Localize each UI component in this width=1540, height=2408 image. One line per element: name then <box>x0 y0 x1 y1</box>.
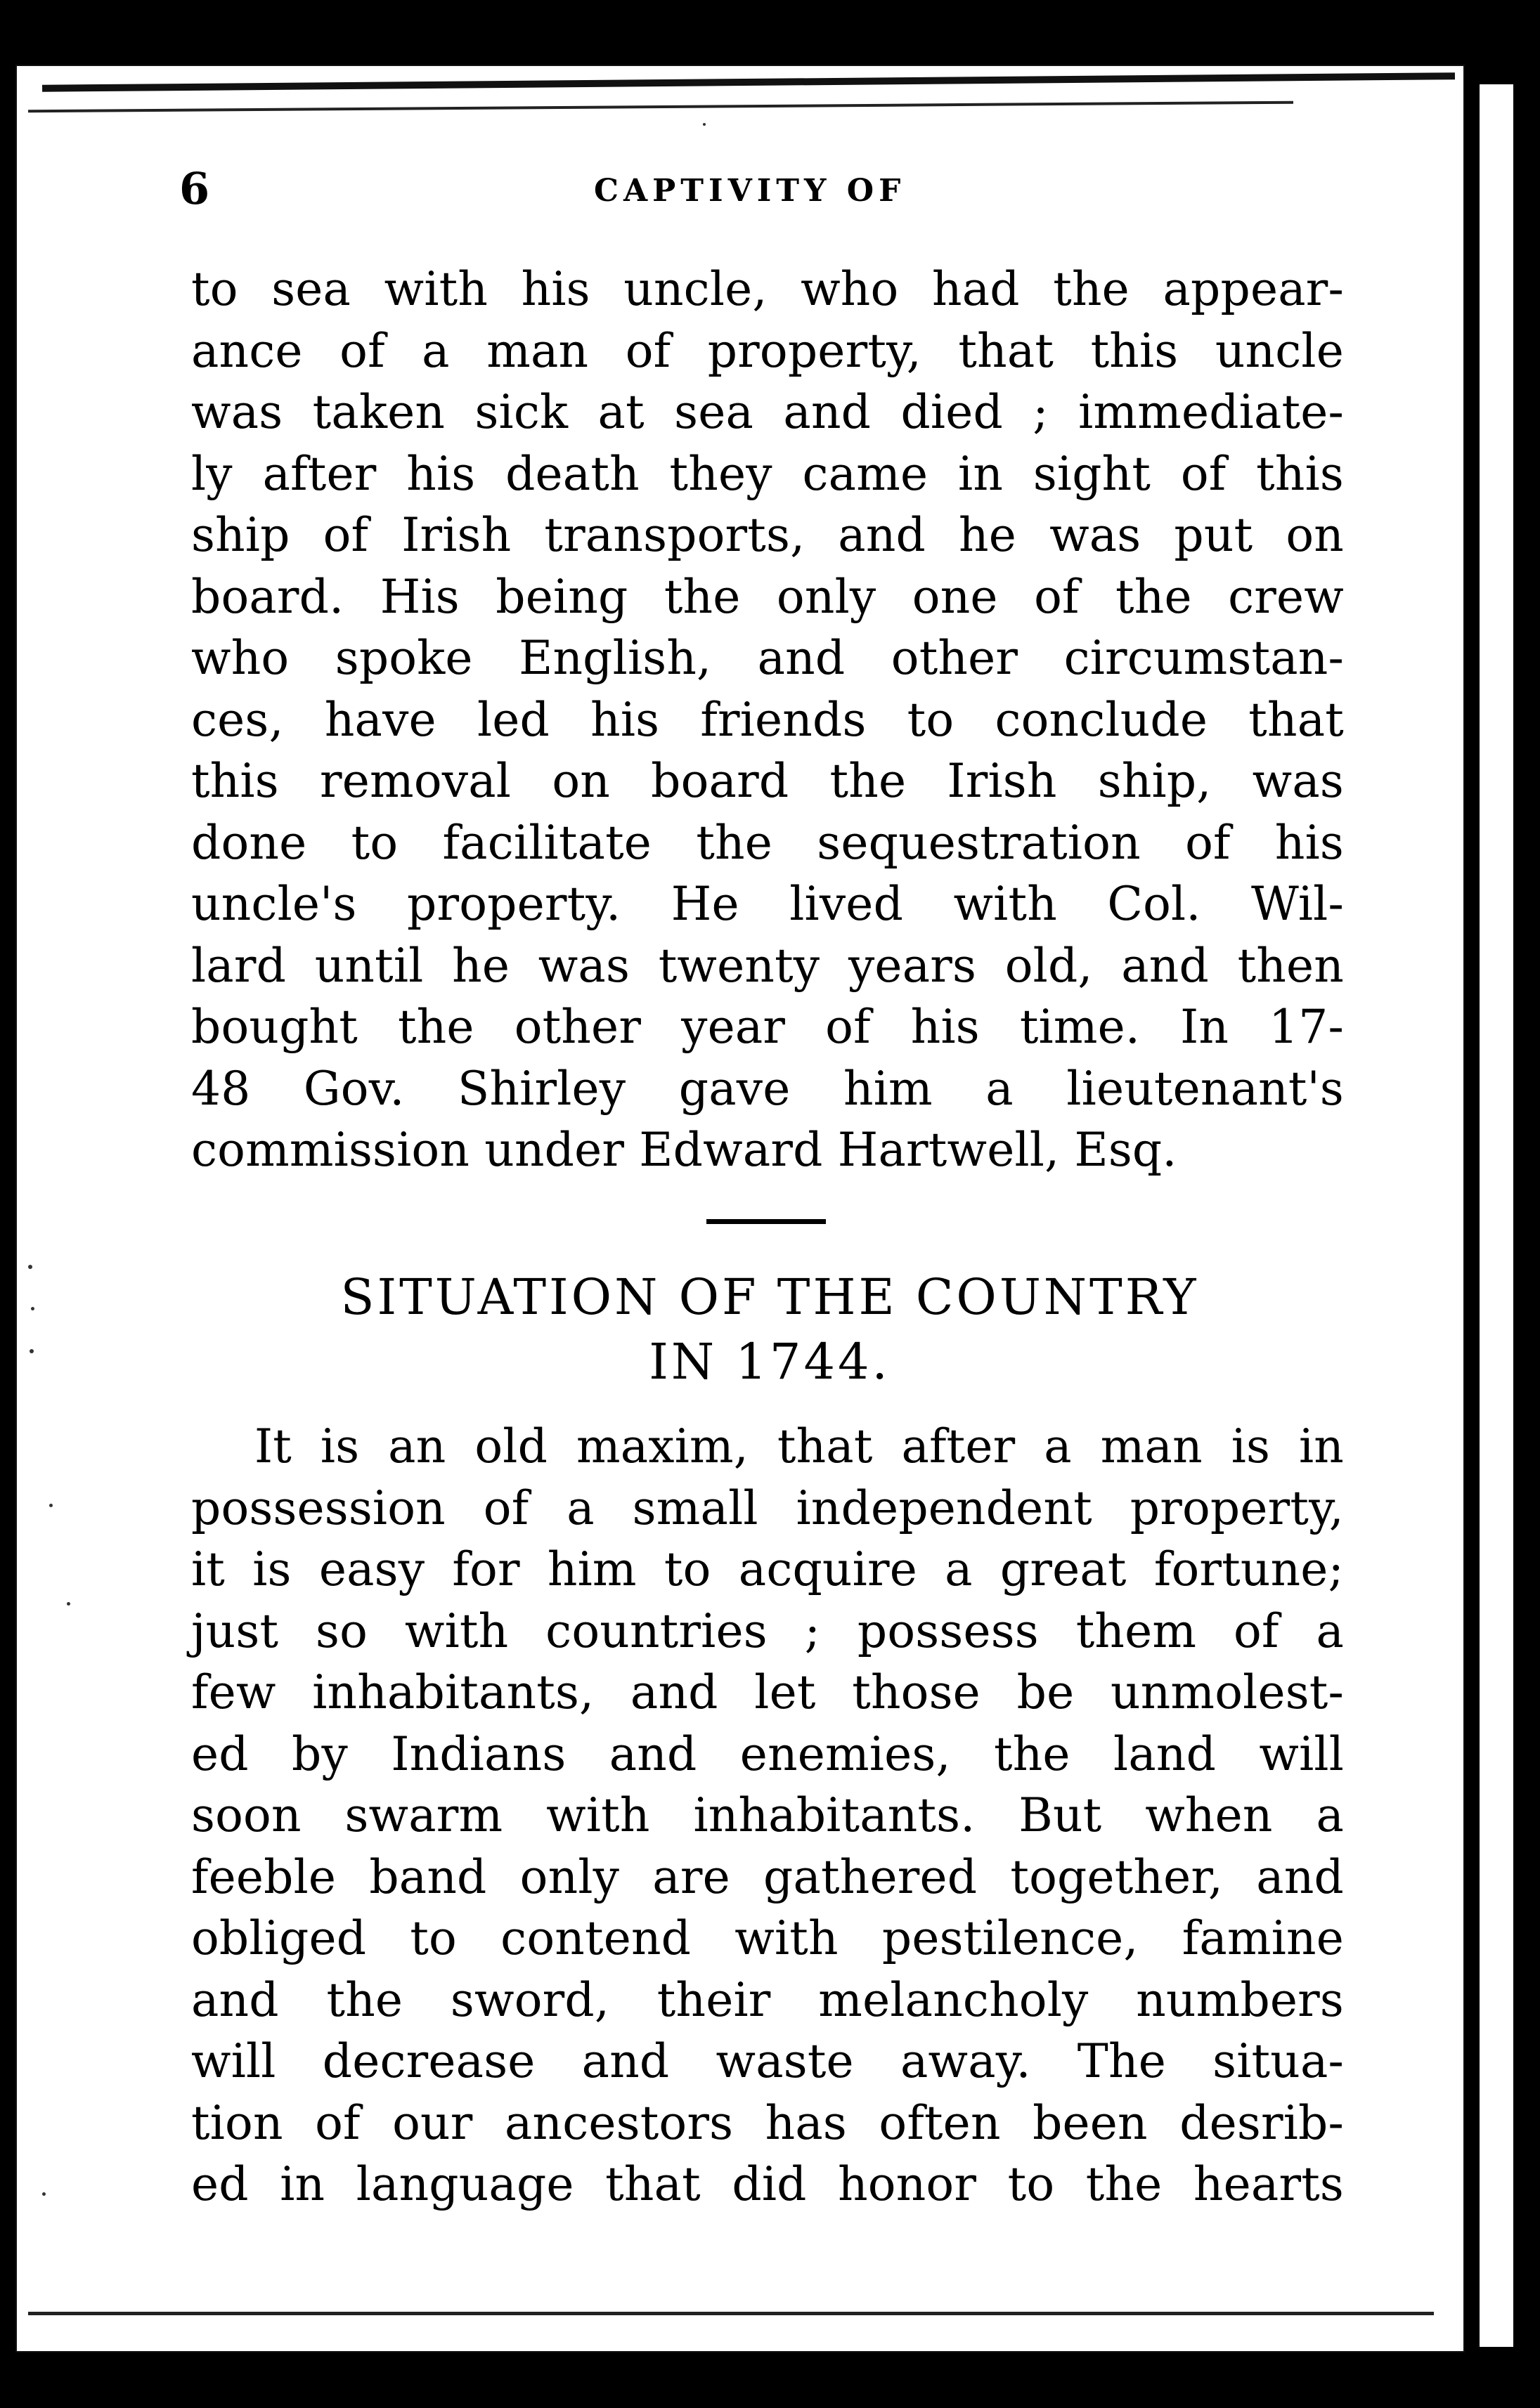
text-line: ed in language that did honor to the hearts <box>191 2157 1344 2211</box>
adjacent-page-edge <box>1480 84 1513 2347</box>
scan-speck <box>28 1265 32 1269</box>
text-line: lard until he was twenty years old, and then <box>191 938 1344 993</box>
text-line: commission under Edward Hartwell, Esq. <box>191 1123 1177 1177</box>
paragraph-section <box>191 1416 1344 2215</box>
scan-speck <box>67 1602 70 1606</box>
text-line: possession of a small independent property, <box>191 1480 1344 1535</box>
text-line: tion of our ancestors has often been desrib- <box>191 2095 1344 2150</box>
running-head: CAPTIVITY OF <box>594 173 906 209</box>
text-line: ly after his death they came in sight of this <box>191 446 1344 501</box>
text-line: board. His being the only one of the crew <box>191 569 1344 624</box>
text-line: few inhabitants, and let those be unmolest- <box>191 1665 1344 1719</box>
scan-speck <box>703 123 706 126</box>
text-line: bought the other year of his time. In 17- <box>191 1000 1344 1054</box>
text-line: 48 Gov. Shirley gave him a lieutenant's <box>191 1061 1344 1116</box>
text-line: will decrease and waste away. The situa- <box>191 2034 1344 2088</box>
scan-speck <box>31 1307 34 1310</box>
section-heading <box>179 1265 1360 1394</box>
page-header <box>179 163 1346 219</box>
page-number: 6 <box>179 163 210 214</box>
text-line: ance of a man of property, that this uncle <box>191 323 1344 378</box>
text-line: It is an old maxim, that after a man is in <box>254 1419 1344 1473</box>
scan-speck <box>49 1504 53 1507</box>
scan-speck <box>30 1349 34 1353</box>
text-line: who spoke English, and other circumstan- <box>191 631 1344 685</box>
text-line: just so with countries ; possess them of a <box>191 1603 1344 1658</box>
text-line: done to facilitate the sequestration of his <box>191 815 1344 870</box>
text-line: ces, have led his friends to conclude that <box>191 692 1344 747</box>
text-line: ship of Irish transports, and he was put on <box>191 508 1344 562</box>
section-heading-line-2: IN 1744. <box>649 1333 891 1391</box>
text-line: to sea with his uncle, who had the appear- <box>191 262 1344 316</box>
text-line: uncle's property. He lived with Col. Wil- <box>191 877 1344 931</box>
text-line: feeble band only are gathered together, and <box>191 1849 1344 1904</box>
text-line: obliged to contend with pestilence, famine <box>191 1911 1344 1965</box>
text-line: this removal on board the Irish ship, was <box>191 754 1344 808</box>
text-line: was taken sick at sea and died ; immediate- <box>191 385 1344 439</box>
section-divider-rule <box>706 1219 826 1224</box>
section-heading-line-1: SITUATION OF THE COUNTRY <box>340 1268 1199 1326</box>
scan-speck <box>42 2192 46 2196</box>
paragraph-continued <box>191 259 1344 1181</box>
text-line: and the sword, their melancholy numbers <box>191 1972 1344 2027</box>
text-line: it is easy for him to acquire a great fortune; <box>191 1542 1344 1596</box>
text-line: soon swarm with inhabitants. But when a <box>191 1788 1344 1842</box>
text-line: ed by Indians and enemies, the land will <box>191 1726 1344 1781</box>
bottom-page-edge <box>28 2312 1434 2315</box>
